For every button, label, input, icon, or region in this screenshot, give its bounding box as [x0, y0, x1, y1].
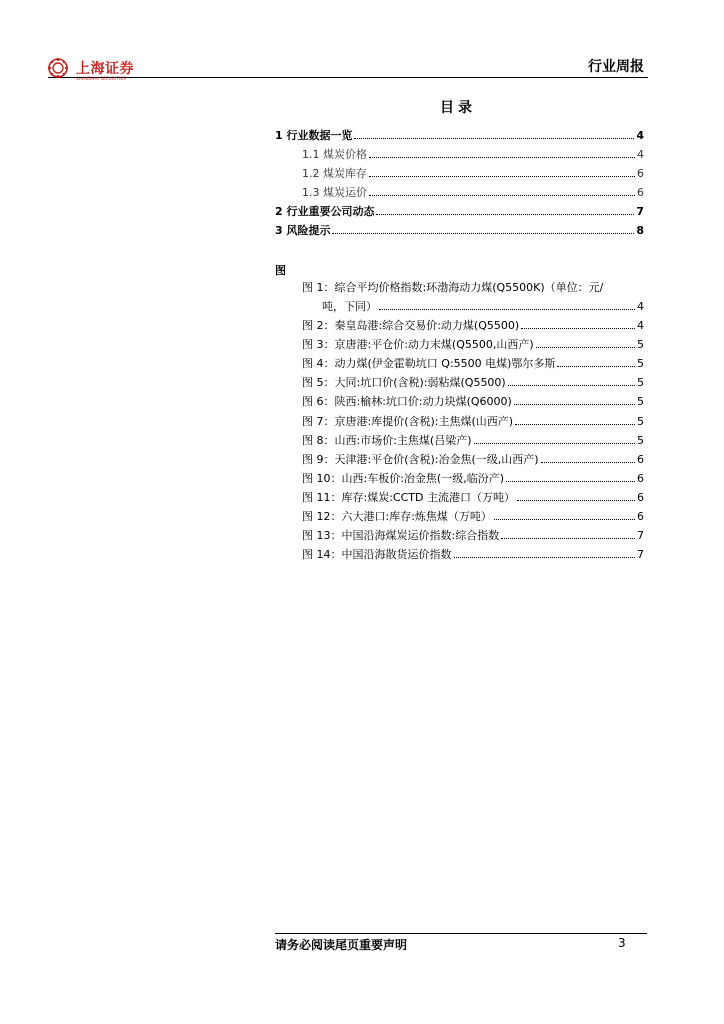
dot-leader	[369, 176, 635, 177]
figure-entry[interactable]	[302, 432, 644, 447]
toc-entry-label: 1.2 煤炭库存	[302, 167, 367, 180]
toc-entry-page: 6	[637, 167, 644, 180]
figure-entry-1[interactable]	[302, 279, 644, 294]
toc-entry-page: 7	[636, 205, 644, 218]
figure-entry[interactable]	[302, 393, 644, 408]
figure-entry[interactable]	[302, 527, 644, 542]
figure-entry-page: 4	[637, 319, 644, 332]
logo-name-cn: 上海证券	[76, 61, 134, 77]
dot-leader	[514, 404, 635, 405]
dot-leader	[515, 424, 635, 425]
figure-entry[interactable]	[302, 413, 644, 428]
figure-entry-label: 图 5：大同:坑口价(含税):弱粘煤(Q5500)	[302, 376, 506, 389]
figure-entry-label: 图 11：库存:煤炭:CCTD 主流港口（万吨）	[302, 491, 515, 504]
dot-leader	[501, 538, 635, 539]
figure-entry[interactable]	[302, 470, 644, 485]
dot-leader	[536, 347, 635, 348]
figure-entry[interactable]	[302, 355, 644, 370]
figure-entry-page: 6	[637, 510, 644, 523]
toc-entry-page: 8	[636, 224, 644, 237]
toc-entry[interactable]	[275, 222, 644, 237]
toc-entry-label: 3 风险提示	[275, 224, 331, 237]
figure-entry-page: 7	[637, 529, 644, 542]
toc-entry-label: 1 行业数据一览	[275, 129, 353, 142]
dot-leader	[369, 157, 635, 158]
toc-entry[interactable]	[302, 184, 644, 199]
figure-entry[interactable]	[302, 451, 644, 466]
logo-emblem-icon	[48, 58, 68, 78]
page-header	[48, 52, 648, 81]
figure-entry-label: 图 1：综合平均价格指数:环渤海动力煤(Q5500K)（单位：元/	[302, 281, 604, 294]
figure-entry-page: 5	[637, 376, 644, 389]
toc-entry-page: 6	[637, 186, 644, 199]
dot-leader	[369, 195, 635, 196]
figure-entry-label: 图 13：中国沿海煤炭运价指数:综合指数	[302, 529, 500, 542]
logo-name-en: SHANGHAI SECURITIES	[76, 76, 126, 81]
page-number: 3	[618, 936, 626, 950]
figure-entry[interactable]	[302, 489, 644, 504]
dot-leader	[379, 309, 635, 310]
figure-entry-label: 图 4：动力煤(伊金霍勒坑口 Q:5500 电煤)鄂尔多斯	[302, 357, 556, 370]
figure-entry-label: 图 7：京唐港:库提价(含税):主焦煤(山西产)	[302, 415, 514, 428]
toc-entry-page: 4	[637, 148, 644, 161]
figure-entry-page: 7	[637, 548, 644, 561]
figure-entry-page: 6	[637, 453, 644, 466]
figure-entry-page: 5	[637, 415, 644, 428]
figure-entry-page: 5	[637, 434, 644, 447]
dot-leader	[521, 328, 635, 329]
figure-list-heading: 图	[275, 264, 286, 277]
figure-entry-label: 图 12：六大港口:库存:炼焦煤（万吨）	[302, 510, 492, 523]
dot-leader	[454, 557, 636, 558]
figure-entry-label: 图 2：秦皇岛港:综合交易价:动力煤(Q5500)	[302, 319, 520, 332]
figure-entry[interactable]	[302, 317, 644, 332]
dot-leader	[354, 138, 634, 139]
report-type-label: 行业周报	[588, 59, 644, 75]
dot-leader	[541, 462, 635, 463]
toc-entry-label: 1.1 煤炭价格	[302, 148, 367, 161]
figure-entry-label: 图 9：天津港:平仓价(含税):冶金焦(一级,山西产)	[302, 453, 539, 466]
figure-entry-label: 图 6：陕西:榆林:坑口价:动力块煤(Q6000)	[302, 395, 512, 408]
toc-entry-page: 4	[636, 129, 644, 142]
figure-entry-page: 5	[637, 395, 644, 408]
footer-disclaimer-note: 请务必阅读尾页重要声明	[275, 938, 408, 952]
figure-entry-label-continued: 吨，下同）	[322, 300, 377, 313]
figure-entry-page: 5	[637, 357, 644, 370]
toc-entry[interactable]	[275, 203, 644, 218]
figure-entry[interactable]	[302, 508, 644, 523]
footer-divider	[275, 933, 647, 934]
toc-entry[interactable]	[302, 146, 644, 161]
dot-leader	[517, 500, 635, 501]
figure-entry-label: 图 8：山西:市场价:主焦煤(吕梁产)	[302, 434, 472, 447]
figure-entry-page: 4	[637, 300, 644, 313]
dot-leader	[557, 366, 635, 367]
dot-leader	[494, 519, 635, 520]
figure-entry-page: 5	[637, 338, 644, 351]
figure-entry[interactable]	[302, 546, 644, 561]
toc-entry[interactable]	[275, 127, 644, 142]
figure-entry-label: 图 10：山西:车板价:冶金焦(一级,临汾产)	[302, 472, 504, 485]
dot-leader	[332, 233, 634, 234]
dot-leader	[506, 481, 635, 482]
dot-leader	[508, 385, 635, 386]
figure-entry-label: 图 3：京唐港:平仓价:动力末煤(Q5500,山西产)	[302, 338, 534, 351]
figure-entry-page: 6	[637, 491, 644, 504]
figure-entry-1-continued[interactable]	[322, 298, 644, 313]
figure-entry-page: 6	[637, 472, 644, 485]
figure-entry-label: 图 14：中国沿海散货运价指数	[302, 548, 452, 561]
toc-entry-label: 1.3 煤炭运价	[302, 186, 367, 199]
figure-entry[interactable]	[302, 374, 644, 389]
dot-leader	[474, 443, 636, 444]
figure-entry[interactable]	[302, 336, 644, 351]
dot-leader	[376, 214, 634, 215]
toc-entry-label: 2 行业重要公司动态	[275, 205, 375, 218]
toc-title: 目录	[440, 100, 476, 116]
toc-entry[interactable]	[302, 165, 644, 180]
